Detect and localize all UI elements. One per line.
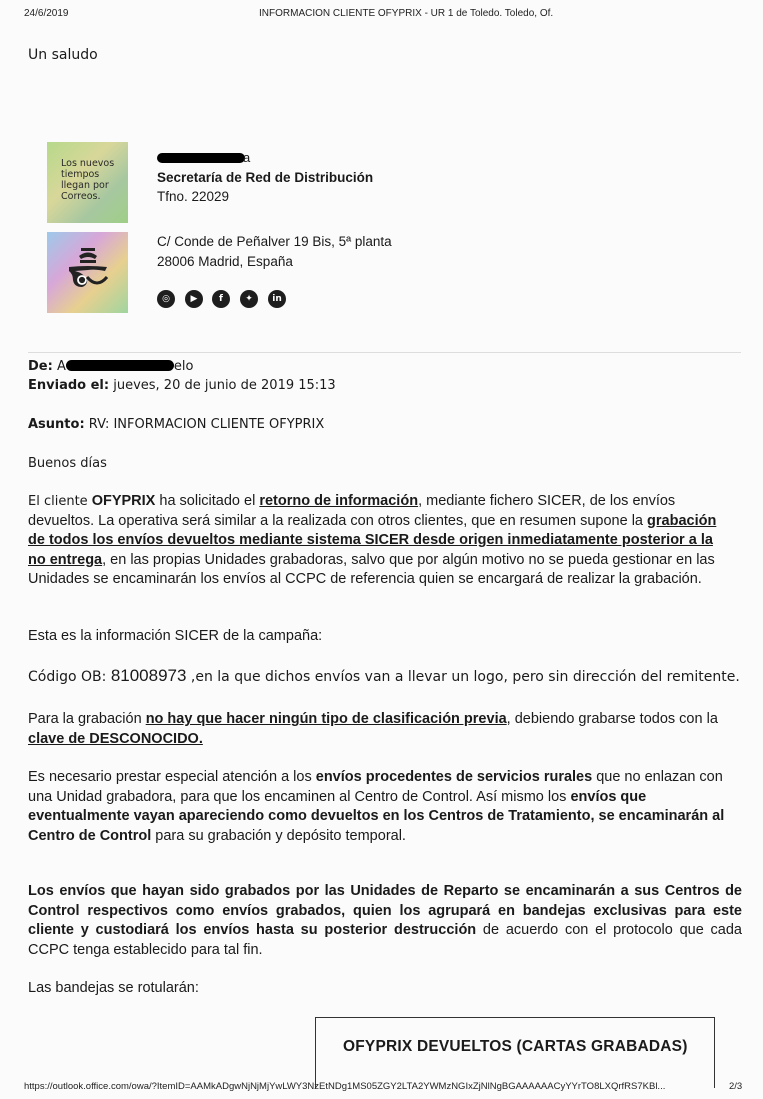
correos-horn-logo: [47, 232, 128, 313]
print-footer-url: https://outlook.office.com/owa/?ItemID=AAMkADgwNjNjMjYwLWY3NzEtNDg1MS05ZGY2LTA2YWMzNGIxZjNlNgBGAAAAAACyYYrTO8LXQrfRS7KBl...: [24, 1081, 666, 1092]
p1-emphasis-return: retorno de información: [259, 493, 419, 509]
signature-phone: Tfno. 22029: [157, 189, 230, 204]
redaction-bar: [66, 360, 174, 371]
paragraph-request: [28, 492, 728, 590]
p5-text-e: para su grabación y depósito temporal.: [151, 827, 406, 844]
paragraph-trays: Las bandejas se rotularán:: [28, 980, 199, 996]
paragraph-destruction: [28, 882, 742, 960]
signature-name-suffix: a: [243, 150, 251, 165]
p5-emphasis-rural: envíos procedentes de servicios rurales: [315, 769, 593, 785]
p5-text-c: que no enlazan con una Unidad grabadora, para que los encaminen al Centro de Control. Así mismo los: [28, 769, 723, 805]
from-suffix: elo: [173, 359, 194, 374]
subject-value: RV: INFORMACION CLIENTE OFYPRIX: [88, 417, 325, 432]
p4-emphasis: no hay que hacer ningún tipo de clasificación previa: [145, 711, 507, 727]
p4-text-a: Para la grabación: [28, 711, 146, 727]
p1-text-b: ha solicitado el: [155, 493, 260, 509]
facebook-icon[interactable]: f: [212, 290, 230, 308]
paragraph-sicer-info: Esta es la información SICER de la campaña:: [28, 628, 323, 644]
redaction-bar: [157, 153, 245, 163]
p1-text-d: , mediante fichero SICER, de los envíos devueltos. La operativa será similar a la realizada con otros clientes, que en resumen supone la: [28, 493, 676, 529]
p6-text-b: de acuerdo con el protocolo que cada CCPC tenga establecido para tal fin.: [28, 922, 742, 958]
signature-address-line1: C/ Conde de Peñalver 19 Bis, 5ª planta: [157, 234, 392, 249]
from-row: [28, 359, 193, 374]
print-page-number: 2/3: [729, 1081, 743, 1092]
signature-address-line2: 28006 Madrid, España: [157, 254, 293, 269]
closing-greeting: Un saludo: [28, 47, 98, 63]
from-prefix: A: [56, 359, 66, 374]
ob-code-rest: ,en la que dichos envíos van a llevar un logo, pero sin dirección del remitente.: [186, 669, 740, 685]
paragraph-attention: [28, 768, 728, 846]
from-label: De:: [28, 359, 53, 374]
salutation: Buenos días: [28, 456, 107, 471]
p4-emphasis-key: clave de DESCONOCIDO.: [28, 730, 203, 747]
subject-row: [28, 417, 324, 432]
client-name: OFYPRIX: [91, 493, 156, 509]
post-horn-icon: [65, 247, 111, 295]
p1-text-f: , en las propias Unidades grabadoras, salvo que por algún motivo no se pueda gestionar en las Unidades se encaminarán los envíos al CCPC de referencia quien se encargará de realizar la grabación.: [28, 551, 715, 587]
linkedin-icon[interactable]: in: [268, 290, 286, 308]
ob-code-value: 81008973: [110, 666, 187, 685]
p4-text-c: , debiendo grabarse todos con la: [506, 711, 718, 727]
correos-slogan-logo: [47, 142, 128, 223]
ob-code-label: Código OB:: [28, 669, 111, 685]
ob-code-line: [28, 666, 740, 686]
youtube-icon[interactable]: ▶: [185, 290, 203, 308]
logo-slogan-text: Los nuevos tiempos llegan por Correos.: [61, 158, 115, 202]
print-date: 24/6/2019: [24, 8, 69, 19]
sent-label: Enviado el:: [28, 378, 110, 393]
p5-text-a: Es necesario prestar especial atención a los: [28, 769, 316, 785]
subject-label: Asunto:: [28, 417, 85, 432]
sent-row: [28, 378, 336, 393]
paragraph-classification: [28, 710, 728, 749]
tray-label-text: OFYPRIX DEVUELTOS (CARTAS GRABADAS): [343, 1038, 688, 1055]
p1-emphasis-recording: grabación de todos los envíos devueltos mediante sistema SICER desde origen inmediatamente posterior a la no entrega: [28, 512, 717, 568]
sent-value: jueves, 20 de junio de 2019 15:13: [113, 378, 336, 393]
p5-emphasis-centers: envíos que eventualmente vayan apareciendo como devueltos en los Centros de Tratamiento, se encaminarán al Centro de Control: [28, 788, 725, 844]
signature-department: Secretaría de Red de Distribución: [157, 170, 374, 185]
print-title: INFORMACION CLIENTE OFYPRIX - UR 1 de Toledo. Toledo, Of.: [259, 8, 554, 19]
instagram-icon[interactable]: ◎: [157, 290, 175, 308]
separator-line: [28, 352, 741, 353]
p6-emphasis: Los envíos que hayan sido grabados por las Unidades de Reparto se encaminarán a sus Centros de Control respectivos como envíos grabados, quien los agrupará en bandejas exclusivas para este cliente y custodiará los envíos hasta su posterior destrucción: [28, 883, 742, 938]
twitter-icon[interactable]: ✦: [240, 290, 258, 308]
p1-text-a: El cliente: [28, 494, 88, 509]
